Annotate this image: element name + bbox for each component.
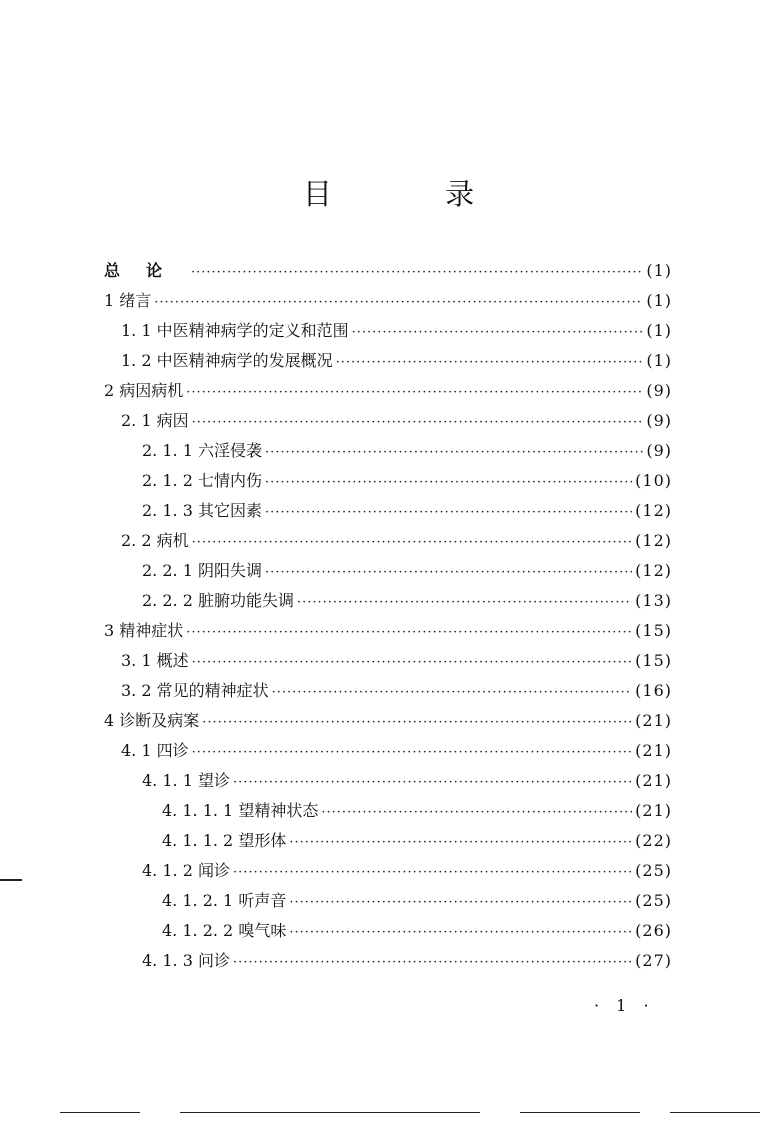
leader-dots	[186, 378, 643, 408]
toc-entry-label: 4 诊断及病案	[104, 711, 200, 730]
toc-entry-label: 1. 2 中医精神病学的发展概况	[121, 351, 333, 370]
toc-entry[interactable]	[104, 766, 672, 796]
toc-entry-page: (1)	[646, 291, 672, 310]
toc-entry-label: 4. 1. 2 闻诊	[142, 861, 230, 880]
toc-entry-page: (21)	[635, 801, 672, 820]
scan-mark	[520, 1112, 640, 1113]
scan-mark	[670, 1112, 760, 1113]
toc-entry-page: (27)	[635, 951, 672, 970]
toc-entry[interactable]	[104, 616, 672, 646]
toc-entry-page: (22)	[635, 831, 672, 850]
toc-entry[interactable]	[104, 316, 672, 346]
leader-dots	[272, 678, 633, 708]
leader-dots	[154, 288, 643, 318]
toc-entry-page: (15)	[635, 651, 672, 670]
leader-dots	[192, 738, 633, 768]
toc-entry-page: (12)	[635, 531, 672, 550]
toc-entry[interactable]	[104, 676, 672, 706]
toc-entry-label: 3. 2 常见的精神症状	[121, 681, 269, 700]
toc-entry[interactable]	[104, 736, 672, 766]
leader-dots	[192, 408, 644, 438]
toc-entry-label: 4. 1. 1. 2 望形体	[162, 831, 287, 850]
toc-entry-page: (12)	[635, 501, 672, 520]
toc-entry-label: 2. 2. 2 脏腑功能失调	[142, 591, 294, 610]
leader-dots	[202, 708, 632, 738]
toc-entry[interactable]	[104, 856, 672, 886]
toc-entry-page: (21)	[635, 741, 672, 760]
toc-entry-label: 2. 1. 3 其它因素	[142, 501, 262, 520]
toc-entry[interactable]	[104, 886, 672, 916]
toc-entry[interactable]	[104, 526, 672, 556]
toc-entry-label: 2 病因病机	[104, 381, 184, 400]
toc-entry-page: (1)	[646, 351, 672, 370]
toc-entry-page: (1)	[646, 321, 672, 340]
toc-entry-label: 2. 2. 1 阴阳失调	[142, 561, 262, 580]
toc-entry-page: (25)	[635, 861, 672, 880]
toc-entry-page: (16)	[635, 681, 672, 700]
toc-entry-label: 2. 2 病机	[121, 531, 189, 550]
toc-entry-label: 总论	[104, 261, 189, 280]
leader-dots	[192, 528, 633, 558]
toc-entry[interactable]	[104, 256, 672, 286]
leader-dots	[297, 588, 632, 618]
leader-dots	[233, 768, 632, 798]
scan-mark	[180, 1112, 480, 1113]
toc-entry[interactable]	[104, 796, 672, 826]
toc-entry-page: (15)	[635, 621, 672, 640]
toc-entry-label: 4. 1 四诊	[121, 741, 189, 760]
toc-entry[interactable]	[104, 916, 672, 946]
leader-dots	[192, 648, 633, 678]
scan-mark	[60, 1112, 140, 1113]
leader-dots	[265, 558, 632, 588]
toc-entry[interactable]	[104, 346, 672, 376]
leader-dots	[191, 258, 643, 288]
toc-entry-label: 2. 1. 1 六淫侵袭	[142, 441, 262, 460]
toc-entry-label: 4. 1. 2. 2 嗅气味	[162, 921, 287, 940]
toc-entry[interactable]	[104, 376, 672, 406]
leader-dots	[321, 798, 632, 828]
toc-entry[interactable]	[104, 406, 672, 436]
toc-entry-page: (1)	[646, 261, 672, 280]
toc-entry-page: (12)	[635, 561, 672, 580]
toc-entry-page: (9)	[646, 411, 672, 430]
toc-entry-page: (26)	[635, 921, 672, 940]
toc-entry-label: 4. 1. 1. 1 望精神状态	[162, 801, 319, 820]
toc-entry-label: 2. 1. 2 七情内伤	[142, 471, 262, 490]
toc-entry-page: (9)	[646, 381, 672, 400]
toc-entry-label: 4. 1. 2. 1 听声音	[162, 891, 287, 910]
toc-entry-page: (21)	[635, 771, 672, 790]
toc-entry-page: (21)	[635, 711, 672, 730]
toc-entry[interactable]	[104, 946, 672, 976]
leader-dots	[265, 438, 643, 468]
toc-entry[interactable]	[104, 466, 672, 496]
toc-entry-label: 3. 1 概述	[121, 651, 189, 670]
leader-dots	[186, 618, 632, 648]
toc-entry-page: (25)	[635, 891, 672, 910]
toc-entry-label: 2. 1 病因	[121, 411, 189, 430]
leader-dots	[289, 888, 632, 918]
toc-entry-label: 1 绪言	[104, 291, 152, 310]
toc-entry[interactable]	[104, 706, 672, 736]
table-of-contents	[104, 256, 672, 976]
toc-entry-label: 4. 1. 1 望诊	[142, 771, 230, 790]
page-title: 目 录	[302, 177, 527, 211]
leader-dots	[233, 948, 632, 978]
toc-entry[interactable]	[104, 586, 672, 616]
leader-dots	[289, 918, 632, 948]
scan-mark	[0, 879, 22, 881]
toc-entry[interactable]	[104, 286, 672, 316]
leader-dots	[352, 318, 644, 348]
leader-dots	[265, 468, 632, 498]
leader-dots	[336, 348, 644, 378]
toc-entry[interactable]	[104, 436, 672, 466]
toc-entry[interactable]	[104, 556, 672, 586]
toc-entry-label: 3 精神症状	[104, 621, 184, 640]
leader-dots	[289, 828, 632, 858]
leader-dots	[265, 498, 632, 528]
toc-entry-page: (13)	[635, 591, 672, 610]
toc-entry-label: 1. 1 中医精神病学的定义和范围	[121, 321, 349, 340]
page-number: · 1 ·	[594, 996, 655, 1015]
toc-entry[interactable]	[104, 826, 672, 856]
toc-entry[interactable]	[104, 496, 672, 526]
toc-entry[interactable]	[104, 646, 672, 676]
toc-entry-page: (10)	[635, 471, 672, 490]
toc-entry-label: 4. 1. 3 问诊	[142, 951, 230, 970]
toc-entry-page: (9)	[646, 441, 672, 460]
leader-dots	[233, 858, 632, 888]
